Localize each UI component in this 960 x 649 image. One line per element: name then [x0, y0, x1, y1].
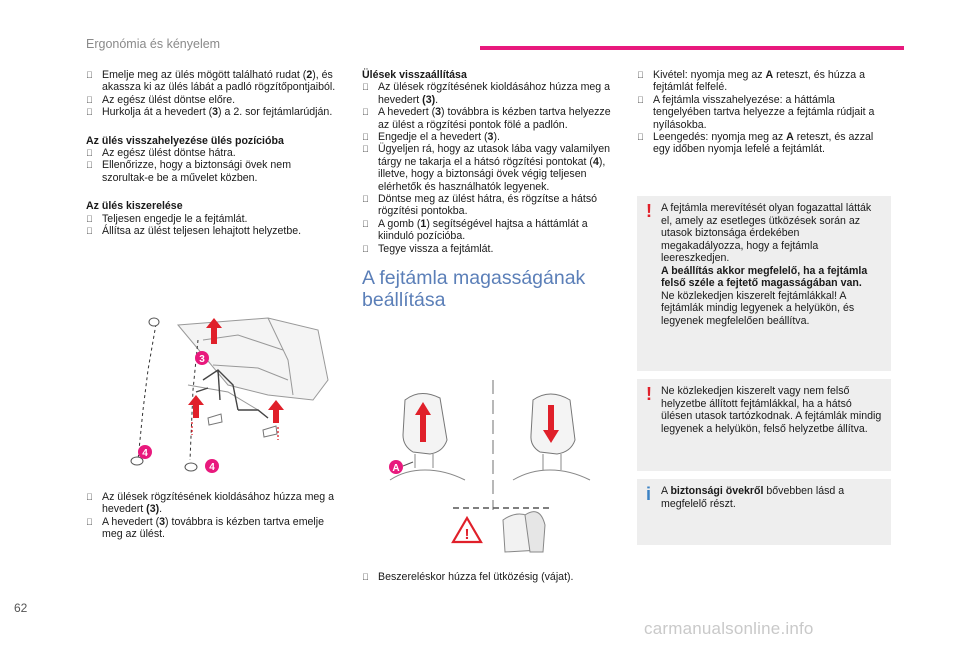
- install-note: Beszereléskor húzza fel ütközésig (vájat).: [378, 571, 574, 583]
- list-item: Döntse meg az ülést hátra, és rögzítse a hátsó rögzítési pontokba.: [362, 193, 618, 218]
- intro-list: [86, 69, 336, 119]
- bullet-icon: [362, 106, 369, 118]
- remove-list: [86, 213, 336, 238]
- headrest-list: [637, 69, 891, 156]
- list-item: Ügyeljen rá, hogy az utasok lába vagy valamilyen tárgy ne takarja el a hátsó rögzítési pontokat (4), illetve, hogy a biztonsági övek végig teljesen elérhetők és használhatók legyenek.: [362, 143, 618, 193]
- bullet-icon: [362, 571, 369, 583]
- list-item: Leengedés: nyomja meg az A reteszt, és azzal egy időben nyomja lefelé a fejtámlát.: [637, 131, 891, 156]
- info-box: [637, 479, 891, 545]
- reinstall-list: [86, 147, 336, 184]
- warning-box-1: [637, 196, 891, 371]
- page-number: 62: [14, 601, 28, 615]
- reset-title: Ülések visszaállítása: [362, 69, 467, 81]
- bullet-icon: [362, 143, 369, 155]
- list-item: Állítsa az ülést teljesen lehajtott helyzetbe.: [86, 225, 336, 237]
- warning-box-2: [637, 379, 891, 471]
- warning-icon: !: [646, 201, 652, 221]
- column-1: [86, 69, 336, 248]
- headrest-section-title: A fejtámla magasságának beállítása: [362, 267, 586, 312]
- warning-1-text-2: Ne közlekedjen kiszerelt fejtámlákkal! A fejtámlák mindig legyenek a helyükön, és legyenek megfelelően beállítva.: [661, 289, 855, 327]
- seat-removal-illustration: [118, 310, 336, 480]
- list-item: Kivétel: nyomja meg az A reteszt, és húzza a fejtámlát felfelé.: [637, 69, 891, 94]
- list-item: A fejtámla visszahelyezése: a háttámla tengelyében tartva helyezze a fejtámla rúdjait a nyílásokba.: [637, 94, 891, 131]
- bullet-icon: [362, 243, 369, 255]
- callout-4-left: [138, 445, 152, 459]
- bullet-icon: [86, 225, 93, 237]
- bullet-icon: [637, 131, 644, 143]
- list-item: Tegye vissza a fejtámlát.: [362, 243, 618, 255]
- bullet-icon: [362, 81, 369, 93]
- remove-section: [86, 200, 336, 237]
- column-2: [362, 69, 618, 311]
- svg-text:4: 4: [209, 462, 215, 473]
- warning-icon: !: [646, 384, 652, 404]
- callout-3: [195, 351, 209, 365]
- reset-list: [362, 81, 618, 255]
- list-item: Emelje meg az ülés mögött található rudat (2), és akassza ki az ülés lábát a padló rögzítőpontjaiból.: [86, 69, 336, 94]
- list-item: Az ülések rögzítésének kioldásához húzza meg a hevedert (3).: [86, 491, 336, 516]
- list-item: A gomb (1) segítségével hajtsa a háttámlát a kiinduló pozícióba.: [362, 218, 618, 243]
- warning-1-text: A fejtámla merevítését olyan fogazattal látták el, amely az esetleges ütközések során az utasok biztonsága érdekében megakadályozza, hogy a fejtámla leereszkedjen.: [661, 202, 872, 264]
- bullet-icon: [86, 94, 93, 106]
- list-item: Teljesen engedje le a fejtámlát.: [86, 213, 336, 225]
- warning-2-text: Ne közlekedjen kiszerelt vagy nem felső helyzetbe állított fejtámlákkal, ha a hátsó ülésen utasok tartózkodnak. A fejtámlák mindig legyenek a helyükön, felső helyzetbe állítva.: [661, 385, 882, 435]
- header-accent-bar: [480, 46, 904, 50]
- bullet-icon: [86, 147, 93, 159]
- seat-lift-list: [86, 491, 336, 541]
- headrest-illustration: [385, 380, 607, 555]
- reinstall-section: [86, 135, 336, 185]
- remove-title: Az ülés kiszerelése: [86, 200, 183, 213]
- list-item: [362, 571, 618, 583]
- list-item: Az egész ülést döntse előre.: [86, 94, 336, 106]
- bullet-icon: [86, 516, 93, 528]
- bullet-icon: [637, 69, 644, 81]
- svg-text:A: A: [392, 463, 400, 474]
- chapter-title: Ergonómia és kényelem: [86, 37, 221, 51]
- list-item: A hevedert (3) továbbra is kézben tartva helyezze az ülést a rögzítési pontok fölé a padlón.: [362, 106, 618, 131]
- headrest-figure: [385, 380, 607, 555]
- info-text: A biztonsági övekről bővebben lásd a megfelelő részt.: [661, 485, 845, 510]
- bullet-icon: [86, 106, 93, 118]
- svg-text:3: 3: [199, 354, 205, 365]
- bullet-icon: [86, 491, 93, 503]
- list-item: Az egész ülést döntse hátra.: [86, 147, 336, 159]
- info-icon: i: [646, 484, 652, 504]
- bullet-icon: [637, 94, 644, 106]
- bullet-icon: [362, 193, 369, 205]
- list-item: Engedje el a hevedert (3).: [362, 131, 618, 143]
- list-item: Az ülések rögzítésének kioldásához húzza meg a hevedert (3).: [362, 81, 618, 106]
- svg-text:!: !: [464, 526, 470, 543]
- watermark: carmanualsonline.info: [644, 619, 814, 638]
- up-arrow-icon: [188, 395, 204, 418]
- seatbelt-link-text: biztonsági övekről: [670, 485, 764, 497]
- column-2-bottom: [362, 571, 618, 583]
- reinstall-title: Az ülés visszahelyezése ülés pozícióba: [86, 134, 284, 147]
- list-item: Ellenőrizze, hogy a biztonsági övek nem szorultak-e be a művelet közben.: [86, 159, 336, 184]
- bullet-icon: [86, 213, 93, 225]
- bullet-icon: [362, 218, 369, 230]
- warning-1-bold: A beállítás akkor megfelelő, ha a fejtámla felső széle a fejtető magasságában van.: [661, 264, 868, 289]
- list-item: Hurkolja át a hevedert (3) a 2. sor fejtámlarúdján.: [86, 106, 336, 118]
- warning-triangle-icon: [453, 518, 481, 543]
- bullet-icon: [362, 131, 369, 143]
- callout-4-right: [205, 459, 219, 473]
- bullet-icon: [86, 159, 93, 171]
- seat-removal-figure: [118, 310, 336, 480]
- column-1-bottom: [86, 491, 336, 541]
- list-item: A hevedert (3) továbbra is kézben tartva emelje meg az ülést.: [86, 516, 336, 541]
- up-arrow-icon: [268, 400, 284, 423]
- bullet-icon: [86, 69, 93, 81]
- svg-text:4: 4: [142, 448, 148, 459]
- column-3: [637, 69, 891, 156]
